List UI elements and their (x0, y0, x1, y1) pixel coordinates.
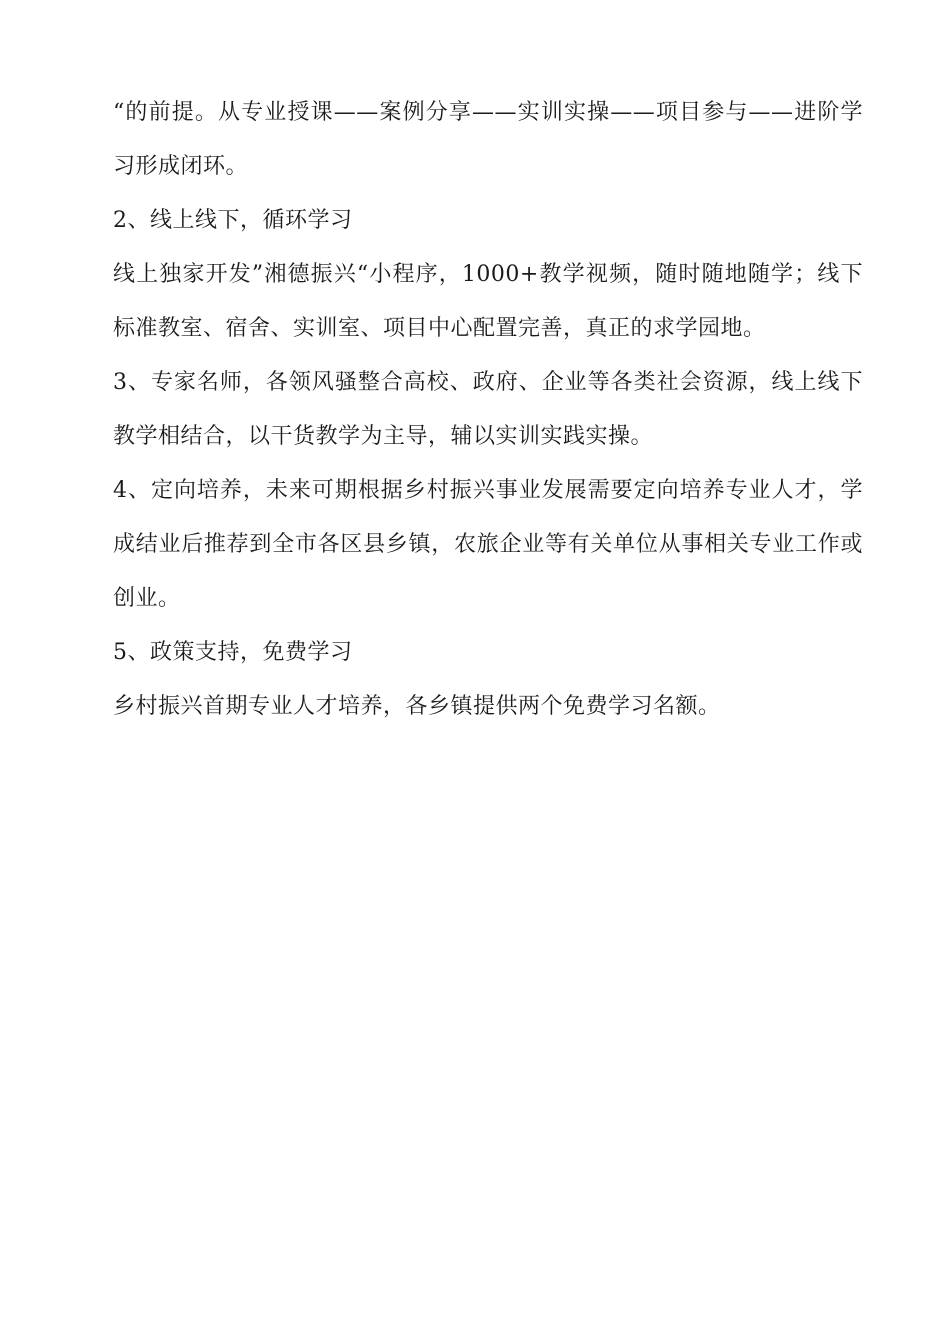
paragraph-targeted-training: 4、定向培养，未来可期根据乡村振兴事业发展需要定向培养专业人才，学成结业后推荐到全市各区县乡镇，农旅企业等有关单位从事相关专业工作或创业。 (113, 478, 863, 611)
heading-policy-support: 5、政策支持，免费学习 (113, 640, 353, 665)
paragraph-online-offline: 线上独家开发”湘德振兴“小程序，1000+教学视频，随时随地随学；线下标准教室、宿舍、实训室、项目中心配置完善，真正的求学园地。 (113, 262, 863, 341)
document-body (113, 86, 863, 734)
heading-online-offline: 2、线上线下，循环学习 (113, 208, 353, 233)
paragraph-closed-loop: “的前提。从专业授课——案例分享——实训实操——项目参与——进阶学习形成闭环。 (113, 100, 863, 179)
paragraph-free-study: 乡村振兴首期专业人才培养，各乡镇提供两个免费学习名额。 (113, 694, 721, 719)
paragraph-expert-teachers: 3、专家名师，各领风骚整合高校、政府、企业等各类社会资源，线上线下教学相结合，以干货教学为主导，辅以实训实践实操。 (113, 370, 863, 449)
